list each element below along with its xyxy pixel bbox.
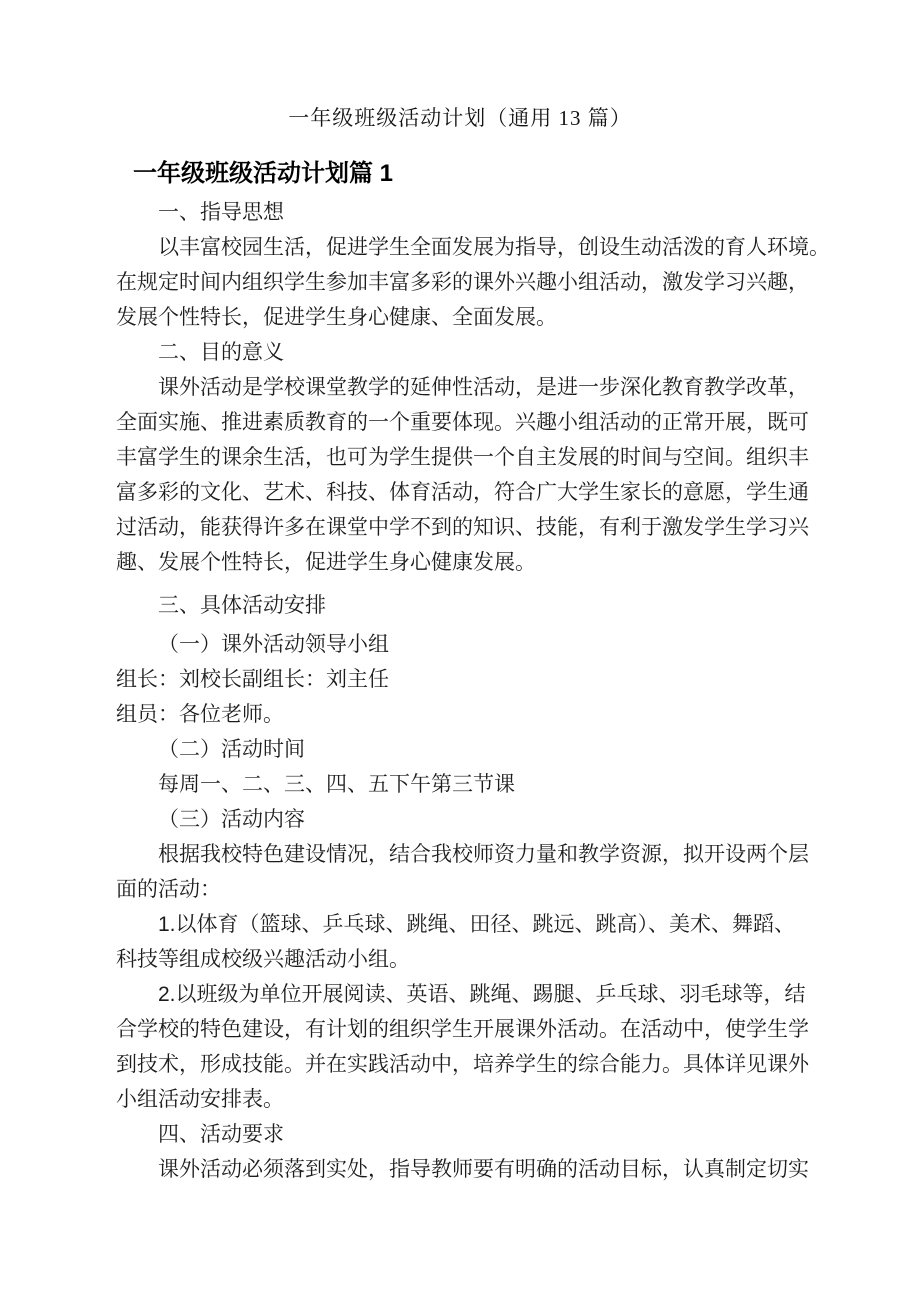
text-line: 课外活动必须落到实处，指导教师要有明确的活动目标，认真制定切实 bbox=[158, 1158, 809, 1181]
text-line: （三）活动内容 bbox=[158, 808, 305, 831]
paragraph bbox=[116, 802, 816, 837]
text-line: 合学校的特色建设，有计划的组织学生开展课外活动。在活动中，使学生学 bbox=[116, 1018, 809, 1041]
text-line: 面的活动： bbox=[116, 878, 221, 901]
text-line: 每周一、二、三、四、五下午第三节课 bbox=[158, 773, 515, 796]
paragraph bbox=[116, 230, 830, 335]
text-line: 课外活动是学校课堂教学的延伸性活动，是进一步深化教育教学改革， bbox=[158, 376, 809, 399]
text-line: 丰富学生的课余生活，也可为学生提供一个自主发展的时间与空间。组织丰 bbox=[116, 446, 809, 469]
text-line: 以丰富校园生活，促进学生全面发展为指导，创设生动活泼的育人环境。 bbox=[158, 236, 830, 259]
document-title: 一年级班级活动计划（通用 13 篇） bbox=[288, 106, 632, 130]
text-line: 富多彩的文化、艺术、科技、体育活动，符合广大学生家长的意愿，学生通 bbox=[116, 481, 809, 504]
text-line: 在规定时间内组织学生参加丰富多彩的课外兴趣小组活动，激发学习兴趣， bbox=[116, 271, 809, 294]
paragraph bbox=[116, 662, 816, 697]
paragraph bbox=[116, 588, 816, 623]
text-line: （二）活动时间 bbox=[158, 738, 305, 761]
text-line: 小组活动安排表。 bbox=[116, 1088, 284, 1111]
text-line: （一）课外活动领导小组 bbox=[158, 633, 389, 656]
text-line: 2.以班级为单位开展阅读、英语、跳绳、踢腿、乒乓球、羽毛球等，结 bbox=[158, 983, 806, 1006]
paragraph bbox=[116, 195, 816, 230]
paragraph bbox=[116, 627, 816, 662]
paragraph bbox=[116, 697, 816, 732]
text-line: 发展个性特长，促进学生身心健康、全面发展。 bbox=[116, 306, 557, 329]
text-line: 组员：各位老师。 bbox=[116, 703, 284, 726]
section-heading: 一年级班级活动计划篇 1 bbox=[133, 160, 394, 187]
paragraph bbox=[116, 767, 816, 802]
text-line: 三、具体活动安排 bbox=[158, 594, 326, 617]
text-line: 科技等组成校级兴趣活动小组。 bbox=[116, 948, 410, 971]
text-line: 趣、发展个性特长，促进学生身心健康发展。 bbox=[116, 551, 536, 574]
paragraph bbox=[116, 837, 816, 907]
text-line: 四、活动要求 bbox=[158, 1123, 284, 1146]
text-line: 一、指导思想 bbox=[158, 201, 284, 224]
paragraph bbox=[116, 732, 816, 767]
paragraph bbox=[116, 907, 816, 977]
text-line: 1.以体育（篮球、乒乓球、跳绳、田径、跳远、跳高）、美术、舞蹈、 bbox=[158, 913, 796, 936]
paragraph bbox=[116, 335, 816, 370]
paragraph bbox=[116, 977, 816, 1117]
paragraph bbox=[116, 370, 816, 580]
paragraph bbox=[116, 1152, 816, 1187]
text-line: 二、目的意义 bbox=[158, 341, 284, 364]
text-line: 到技术，形成技能。并在实践活动中，培养学生的综合能力。具体详见课外 bbox=[116, 1053, 809, 1076]
text-line: 组长：刘校长副组长：刘主任 bbox=[116, 668, 389, 691]
text-line: 根据我校特色建设情况，结合我校师资力量和教学资源，拟开设两个层 bbox=[158, 843, 809, 866]
document-body bbox=[116, 195, 830, 1187]
text-line: 全面实施、推进素质教育的一个重要体现。兴趣小组活动的正常开展，既可 bbox=[116, 411, 809, 434]
text-line: 过活动，能获得许多在课堂中学不到的知识、技能，有利于激发学生学习兴 bbox=[116, 516, 809, 539]
paragraph bbox=[116, 1117, 816, 1152]
